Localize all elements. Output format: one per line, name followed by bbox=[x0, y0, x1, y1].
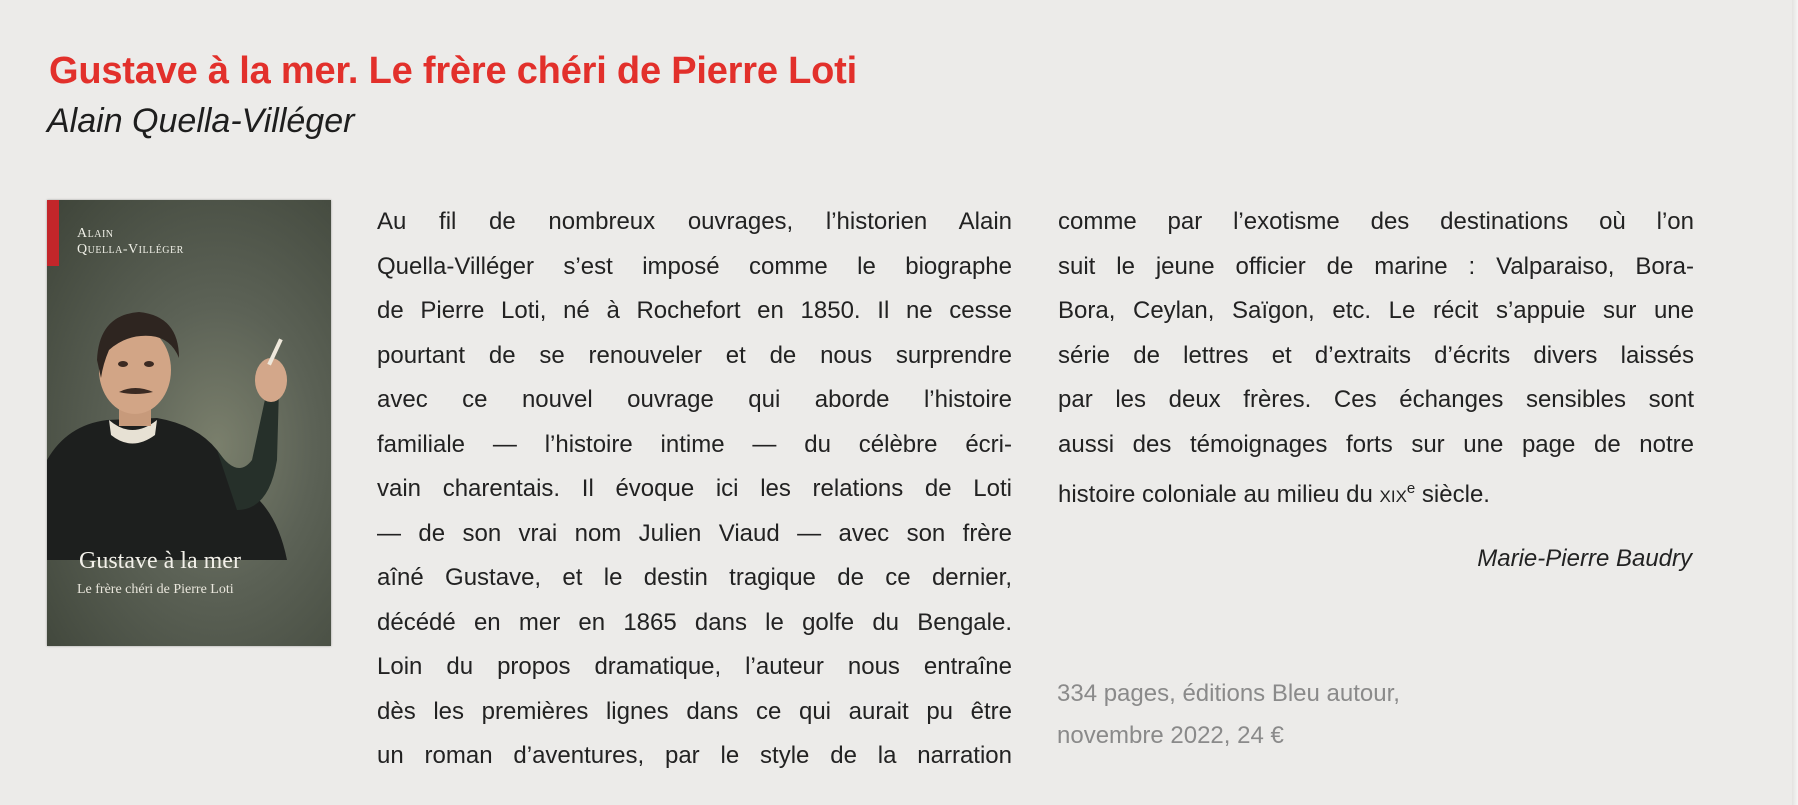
text-line: — de son vrai nom Julien Viaud — avec son frère bbox=[377, 519, 1012, 547]
cover-author-last: Quella-Villéger bbox=[77, 242, 184, 257]
text-line: suit le jeune officier de marine : Valparaiso, Bora- bbox=[1058, 252, 1694, 280]
cover-subtitle: Le frère chéri de Pierre Loti bbox=[77, 582, 234, 597]
cover-portrait-image bbox=[47, 260, 331, 560]
text-line: vain charentais. Il évoque ici les relations de Loti bbox=[377, 475, 1012, 502]
text-line: aussi des témoignages forts sur une page de notre bbox=[1058, 430, 1694, 458]
text-line: Bora, Ceylan, Saïgon, etc. Le récit s’appuie sur une bbox=[1058, 297, 1694, 324]
text-line: pourtant de se renouveler et de nous surprendre bbox=[377, 341, 1012, 369]
text-line-last bbox=[1058, 467, 1694, 512]
cover-author-first: Alain bbox=[77, 226, 114, 241]
cover-title: Gustave à la mer bbox=[79, 548, 241, 574]
century-suffix: e bbox=[1406, 480, 1416, 497]
text-line: aîné Gustave, et le destin tragique de ce dernier, bbox=[377, 564, 1012, 591]
publication-line: 334 pages, éditions Bleu autour, bbox=[1057, 680, 1400, 707]
review-column-2 bbox=[1058, 200, 1694, 512]
cover-author bbox=[77, 226, 184, 258]
book-cover bbox=[47, 200, 331, 646]
article-author: Alain Quella-Villéger bbox=[47, 102, 355, 140]
text-line: série de lettres et d’extraits d’écrits divers laissés bbox=[1058, 341, 1694, 369]
publication-line: novembre 2022, 24 € bbox=[1057, 722, 1284, 749]
text-line: décédé en mer en 1865 dans le golfe du Bengale. bbox=[377, 608, 1012, 636]
century-numeral: xix bbox=[1379, 481, 1407, 508]
text-line: avec ce nouvel ouvrage qui aborde l’histoire bbox=[377, 386, 1012, 413]
text-line: dès les premières lignes dans ce qui aurait pu être bbox=[377, 697, 1012, 725]
text-line: Loin du propos dramatique, l’auteur nous entraîne bbox=[377, 653, 1012, 680]
text-fragment: siècle. bbox=[1415, 481, 1490, 508]
text-line: comme par l’exotisme des destinations où l’on bbox=[1058, 208, 1694, 235]
text-line: Au fil de nombreux ouvrages, l’historien Alain bbox=[377, 208, 1012, 235]
text-line: Quella-Villéger s’est imposé comme le biographe bbox=[377, 252, 1012, 280]
article-title: Gustave à la mer. Le frère chéri de Pierre Loti bbox=[49, 50, 857, 92]
text-line: un roman d’aventures, par le style de la narration bbox=[377, 742, 1012, 769]
review-signature: Marie-Pierre Baudry bbox=[1477, 545, 1692, 572]
cover-red-strip bbox=[47, 200, 59, 266]
publication-info bbox=[1057, 673, 1400, 757]
text-line: de Pierre Loti, né à Rochefort en 1850. Il ne cesse bbox=[377, 297, 1012, 324]
review-column-1 bbox=[377, 200, 1012, 779]
page-edge bbox=[1792, 0, 1798, 805]
text-line: familiale — l’histoire intime — du célèbre écri- bbox=[377, 430, 1012, 458]
text-line: par les deux frères. Ces échanges sensibles sont bbox=[1058, 386, 1694, 413]
text-fragment: histoire coloniale au milieu du bbox=[1058, 481, 1380, 508]
